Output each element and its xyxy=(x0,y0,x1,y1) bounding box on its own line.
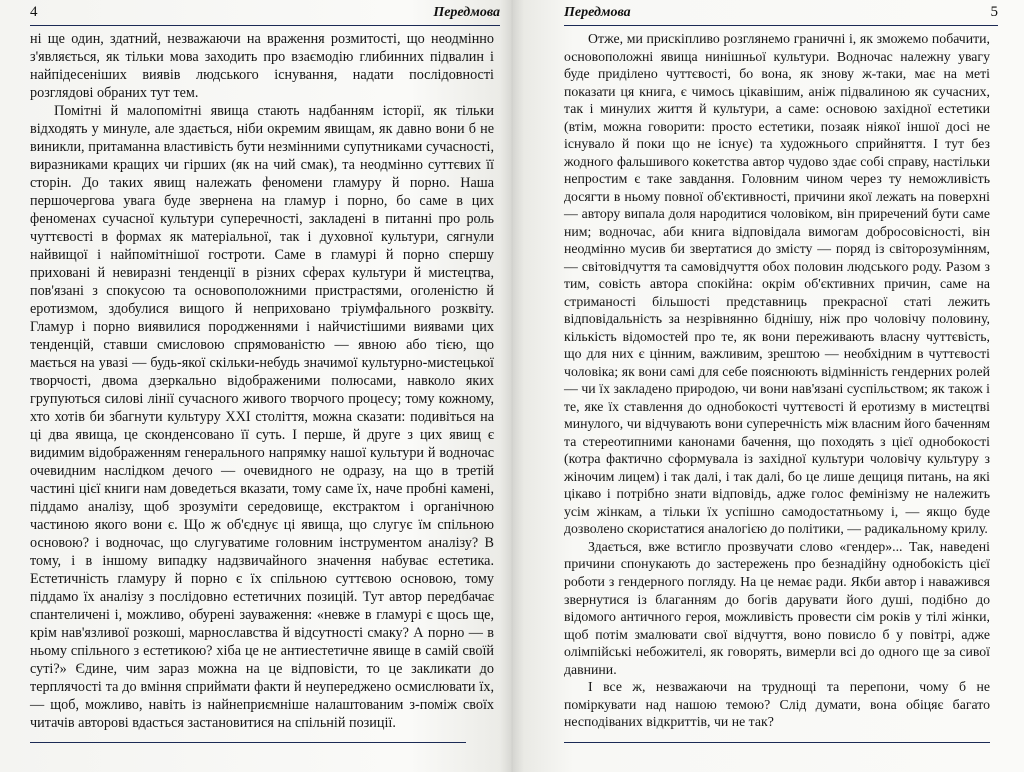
left-header-rule xyxy=(30,25,500,26)
left-page-number: 4 xyxy=(30,4,38,20)
right-page-header xyxy=(564,3,998,25)
right-paragraph-3: І все ж, незважаючи на труднощі та перепони, чому б не поміркувати над нашою темою? Слід думати, вона обіцяє багато несподіваних відкриттів, чи не так? xyxy=(564,679,990,730)
right-page xyxy=(512,0,1024,772)
left-page-header xyxy=(30,3,500,25)
left-paragraph-1: ні ще один, здатний, незважаючи на враження розмитості, що неодмінно з'являється, як тільки мова заходить про взаємодію глибинних підвалин і найпідесеніших виявів людського існування, надати послідовності розглядові обраних тут тем. xyxy=(30,31,494,101)
right-page-number: 5 xyxy=(990,4,998,20)
left-footer-rule xyxy=(30,742,466,743)
right-page-body xyxy=(564,30,990,731)
left-paragraph-2: Помітні й малопомітні явища стають надбанням історії, як тільки відходять у минуле, але здається, ніби окремим явищам, як давно вони б не виникли, притаманна властивість бути незмінними супутниками сучасності, виразниками кращих чи гірших (як на чий смак), та неодмінно суттєвих її сторін. До таких явищ належать феномени гламуру й порно. Наша першочергова увага буде звернена на гламур і порно, бо саме в цих феноменах сучасної культури суперечності, закладені в питанні про роль чуттєвості в формах як матеріальної, так і духовної культури, сягнули найвищої і найпомітнішої гостроти. Саме в гламурі й порно спершу приховані й невиразні тенденції в різних сферах культури й мистецтва, пов'язані з спокусою та основоположними пристрастями, оголеністю й еротизмом, здобулися вищого й неприховано тріумфального розквіту. Гламур і порно виявилися породженнями і найчистішими виявами цих тенденцій, ставши смисловою спрямованістю — явною або тією, що мається на увазі — будь-якої скільки-небудь значимої культурно-мистецької творчості, двома дзеркально відображеними полюсами, навколо яких групуються силові лінії сучасного живого творчого процесу; тому кожному, хто хотів би збагнути культуру XXI століття, можна сказати: подивіться на ці два явища, це сконденсовано її суть. І перше, й друге з цих явищ є видимим відображенням генерального напрямку нашої культури й водночас очевидним наслідком дечого — очевидного не одразу, на що в третій частині цієї книги нам доведеться вказати, тому саме їх, наче пробні камені, піддамо аналізу, щоб зрозуміти середовище, екстрактом і органічною частиною якого вони є. Що ж об'єднує ці явища, що слугує їм спільною основою? і водночас, що слугуватиме головним інструментом аналізу? В тому, і в іншому випадку надзвичайного значення набуває естетика. Естетичність гламуру й порно є їх спільною суттєвою основою, тому піддамо їх аналізу з послідовно естетичних позицій. Тут автор передбачає спантеличені і, можливо, обурені зауваження: «невже в гламурі є щось ще, крім нав'язливої розкоші, марнославства й відсутності смаку? А порно — в ньому спільного з естетикою? хіба це не антиестетичне явище в самій своїй суті?» Єдине, чим зараз можна на це відповісти, то це закликати до терплячості та до вміння сприймати факти й неупереджено осмислювати їх, — щоб, можливо, навіть із найнеприємніше налаштованим з-поміж своїх читачів авторові вдасться застановитися на спільній позиції. xyxy=(30,103,494,731)
right-header-rule xyxy=(564,25,998,26)
left-page-body xyxy=(30,30,494,732)
right-paragraph-2: Здається, вже встигло прозвучати слово «гендер»... Так, наведені причини спонукають до застережень про безнадійну однобокість цієї роботи з гендерного погляду. На це немає ради. Якби автор і наважився звернутися із благанням до богів дарувати його душі, подібно до відомого античного героя, можливість провести сім років у тілі жінки, щоб потім змалювати свої відчуття, воно повисло б у повітрі, адже олімпійські небожителі, як говорять, вимерли всі до одного ще за сивої давнини. xyxy=(564,538,990,677)
right-running-title: Передмова xyxy=(564,5,631,20)
right-paragraph-1: Отже, ми прискіпливо розглянемо граничні і, як зможемо побачити, основоположні явища нинішньої культури. Водночас належну увагу буде приділено чуттєвості, бо вона, як знову ж-таки, має на меті показати ця книга, є чимось цікавішим, аніж підвалиною як сучасних, так і минулих життя й культури, а саме: основою західної естетики (втім, можна говорити: просто естетики, позаяк ніякої іншої досі не існувало й поки що не існує) та художнього сприйняття. І тут без жодного фальшивого кокетства автор чудово здає собі справу, настільки непростим є таке завдання. Головним чином через ту неможливість досягти в ньому повної об'єктивності, причини якої лежать на поверхні — автору випала доля народитися чоловіком, він приречений бути саме ним; водночас, аби книга відповідала вимогам добросовісності, він неодмінно мусив би звертатися до змісту — поряд із світорозумінням, — світовідчуття та самовідчуття обох половин людського роду. Разом з тим, совість автора спокійна: окрім об'єктивних причин, саме на стриманості більшості представниць прекрасної статі лежить відповідальність за незрівнянно біднішу, ніж про чоловічу половину, кількість відомостей про те, як вони переживають власну чуттєвість, що для них є цінним, важливим, зрештою — необхідним в чуттєвості чоловіка; як вони самі для себе пояснюють відмінність гендерних ролей — чи їх закладено природою, чи вони нав'язані суспільством; як також і те, яке їх ставлення до однобокості чуттєвості й еротизму в мистецтві минулого, чи відчувають вони суперечність між власним його баченням та стереотипними канонами бачення, що походять з цієї однобокості (котра фактично сформувала із західної культури чоловічу культуру з жіночим лицем) і так далі, і так далі, бо це лише дещиця питань, на які цікаво і потрібно знати відповідь, адже голос фемінізму не належить усім жінкам, а тільки їх успішно самодостатньому і, — якщо буде дозволено скористатися аналогією до політики, — радикальному крилу. xyxy=(564,31,990,537)
right-footer-rule xyxy=(564,742,990,743)
left-running-title: Передмова xyxy=(433,5,500,20)
